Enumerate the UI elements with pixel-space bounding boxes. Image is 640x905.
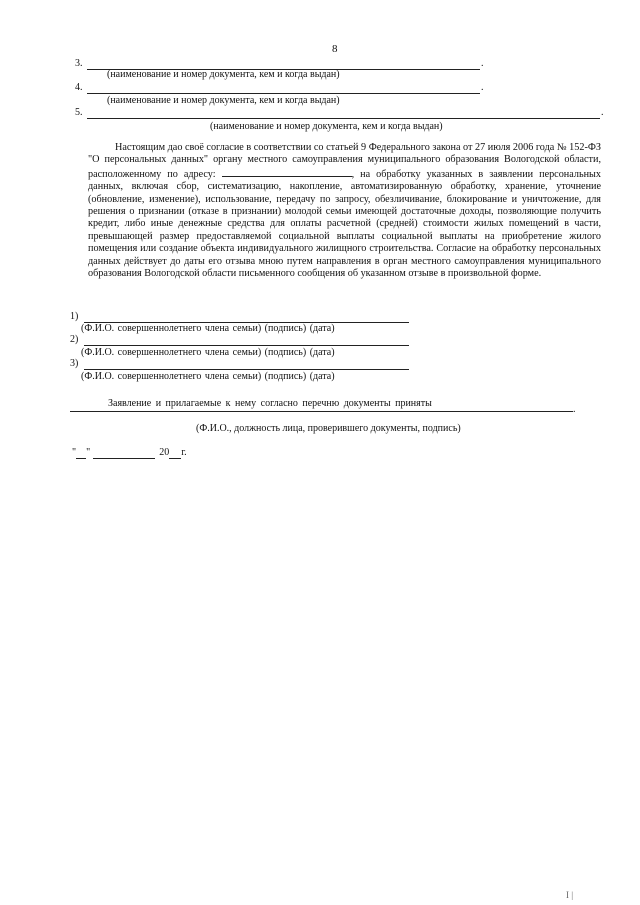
day-field[interactable]	[76, 449, 86, 459]
doc-caption-5: (наименование и номер документа, кем и когда выдан)	[210, 121, 443, 132]
consent-paragraph	[88, 142, 601, 280]
page-number: 8	[332, 43, 338, 55]
signature-field[interactable]	[84, 335, 409, 346]
acceptance-caption: (Ф.И.О., должность лица, проверившего документы, подпись)	[196, 423, 461, 434]
signature-line-3[interactable]	[70, 358, 409, 370]
signature-number: 3)	[70, 358, 79, 369]
acceptance-end: .	[573, 404, 576, 415]
year-field[interactable]	[169, 449, 181, 459]
doc-line-number: 3.	[75, 58, 83, 69]
date-block	[72, 447, 187, 459]
signature-field[interactable]	[84, 312, 409, 323]
signature-line-2[interactable]	[70, 334, 409, 346]
doc-line-end: .	[481, 82, 484, 93]
doc-line-end: .	[601, 107, 604, 118]
signature-caption-2: (Ф.И.О. совершеннолетнего члена семьи) (подпись) (дата)	[81, 347, 335, 358]
year-suffix: г.	[181, 447, 187, 458]
signature-line-1[interactable]	[70, 311, 409, 323]
doc-line-number: 4.	[75, 82, 83, 93]
signature-caption-1: (Ф.И.О. совершеннолетнего члена семьи) (подпись) (дата)	[81, 323, 335, 334]
year-prefix: 20	[159, 447, 170, 458]
signature-number: 1)	[70, 311, 79, 322]
month-field[interactable]	[93, 449, 155, 459]
doc-caption-3: (наименование и номер документа, кем и когда выдан)	[107, 69, 340, 80]
doc-line-field[interactable]	[87, 83, 480, 94]
date-close-quote: "	[86, 447, 91, 458]
corner-mark: I |	[566, 890, 574, 900]
date-open-quote: "	[72, 447, 77, 458]
signature-caption-3: (Ф.И.О. совершеннолетнего члена семьи) (подпись) (дата)	[81, 371, 335, 382]
address-field[interactable]	[222, 167, 352, 177]
doc-line-number: 5.	[75, 107, 83, 118]
acceptance-text: Заявление и прилагаемые к нему согласно перечню документы приняты	[108, 398, 432, 409]
doc-line-4[interactable]	[75, 82, 484, 94]
doc-line-5[interactable]	[75, 107, 604, 119]
acceptance-field[interactable]	[70, 411, 573, 412]
doc-line-field[interactable]	[87, 108, 600, 119]
consent-text-part2: , на обработку указанных в заявлении персональных данных, включая сбор, систематизацию, накопление, автоматизированную обработку, хранение, уточнение (обновление, изменение), использование, передачу по запросу, обезличивание, блокирование и уничтожение, для решения о признании (отказе в признании) молодой семьи имеющей достаточные доходы, позволяющие получить кредит, либо иные денежные средства для оплаты расчетной (средней) стоимости жилых помещений в части, превышающей размер предоставляемой социальной выплаты социальной выплаты на приобретение жилого помещения или создание объекта индивидуального жилищного строительства. Согласие на обработку персональных данных действует до даты его отзыва мною путем направления в орган местного самоуправления муниципального образования Вологодской области письменного сообщения об указанном отзыве в произвольной форме.	[88, 168, 601, 280]
consent-text-part1: Настоящим дао своё согласие в соответствии со статьей 9 Федерального закона от 27 июля 2006 года № 152-ФЗ "О персональных данных" органу местного самоуправления муниципального образования Вологодской области, расположенному по адресу:	[88, 142, 601, 180]
signature-field[interactable]	[84, 359, 409, 370]
doc-line-end: .	[481, 58, 484, 69]
doc-caption-4: (наименование и номер документа, кем и когда выдан)	[107, 95, 340, 106]
signature-number: 2)	[70, 334, 79, 345]
